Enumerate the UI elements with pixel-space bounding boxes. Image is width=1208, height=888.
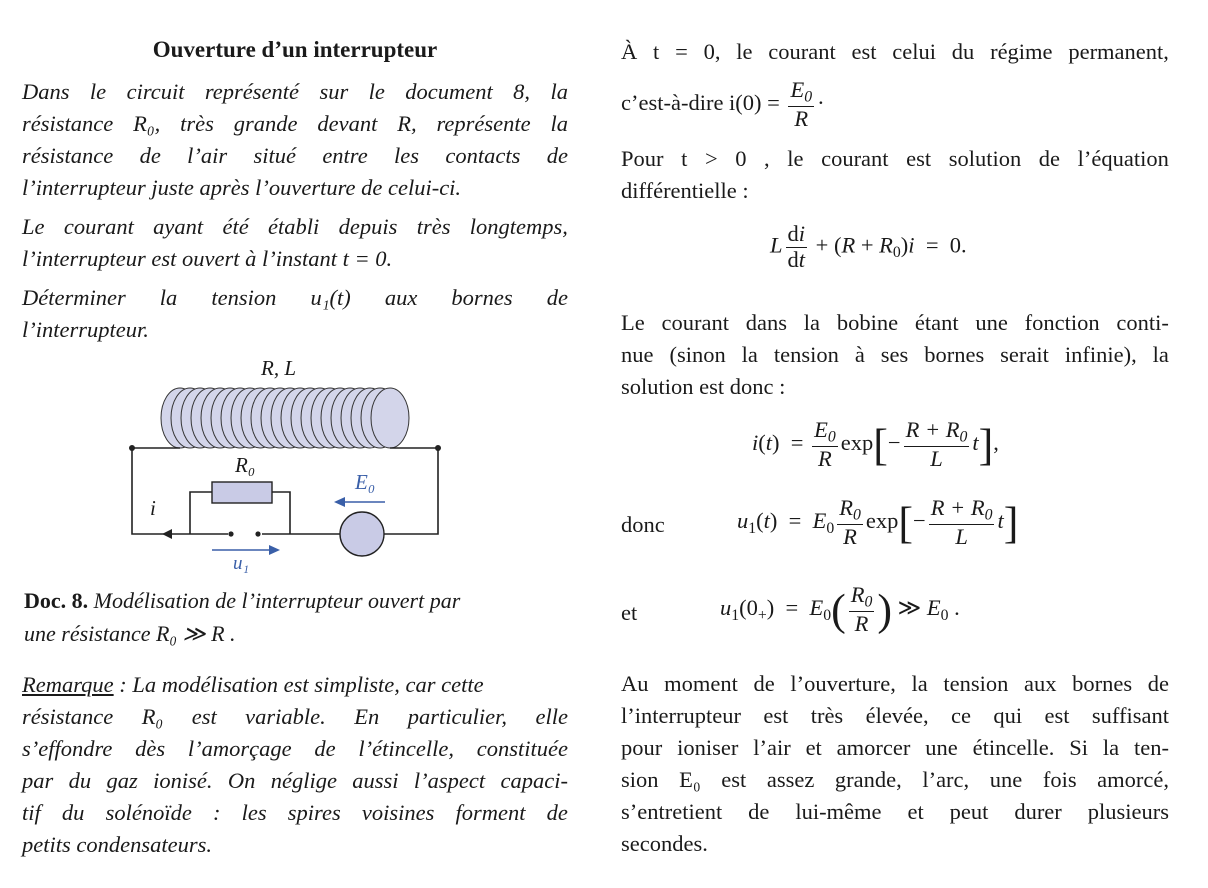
switch-contact-icon — [255, 531, 260, 536]
text-line: s’entretient de lui-même et peut durer plusieurs — [621, 799, 1169, 824]
caption-ref: Doc. 8. — [24, 588, 89, 613]
current-solution-equation: i(t) = $\frac{E_0}{R}$ exp[− $\frac{R + R_0}{L}$ t], — [752, 417, 999, 472]
text-line: petits condensateurs. — [22, 832, 212, 857]
voltage-source-icon — [340, 512, 384, 556]
text-line: Pour t > 0 , le courant est solution de l’équation — [621, 146, 1169, 171]
junction-dot — [435, 445, 441, 451]
voltage-solution-equation: $u_1(t) = E_0$ $\frac{R_0}{R}$ exp[− $\frac{R + R_0}{L}$ t] — [737, 495, 1019, 550]
text-line: l’interrupteur. — [22, 317, 149, 342]
text-line: À t = 0, le courant est celui du régime permanent, — [621, 39, 1169, 64]
text-line: pour ioniser l’air et amorcer une étincelle. Si la ten- — [621, 735, 1169, 760]
paragraph-question — [22, 282, 568, 346]
fraction: $\frac{R + R_0}{L}$ — [930, 495, 993, 550]
text-line: l’interrupteur juste après l’ouverture de celui-ci. — [22, 175, 462, 200]
resistor-label: R₀ — [235, 453, 256, 477]
text-line: Le courant dans la bobine étant une fonction conti- — [621, 310, 1169, 335]
resistor-icon — [212, 482, 272, 503]
paragraph-conclusion — [621, 668, 1169, 860]
junction-dot — [129, 445, 135, 451]
text-line: l’interrupteur est ouvert à l’instant t = 0. — [22, 246, 393, 271]
voltage-label: u₁ — [233, 553, 250, 574]
coil-label: R, L — [261, 356, 297, 380]
text-line: nue (sinon la tension à ses bornes serait infinie), la — [621, 342, 1169, 367]
text-line: secondes. — [621, 831, 708, 856]
fraction: $\frac{R + R_0}{L}$ — [905, 417, 968, 472]
circuit-wires — [132, 448, 438, 534]
text-line: sion E₀ est assez grande, l’arc, une fois amorcé, — [621, 767, 1169, 792]
fraction: $\frac{E_0}{R}$ — [790, 77, 813, 132]
section-heading: Ouverture d’un interrupteur — [152, 37, 438, 62]
remark-label: Remarque — [22, 672, 114, 697]
text-line: Le courant ayant été établi depuis très longtemps, — [22, 214, 568, 239]
paragraph-for-t — [621, 143, 1169, 207]
text-line: l’interrupteur est très élevée, ce qui est suffisant — [621, 703, 1169, 728]
coil-icon — [161, 388, 409, 448]
text-line: résistance R₀ est variable. En particulier, elle — [22, 704, 568, 729]
text-line: s’effondre dès l’amorçage de l’étincelle, constituée — [22, 736, 568, 761]
current-arrow-icon — [162, 529, 172, 539]
text-line: résistance R₀, très grande devant R, représente la — [22, 111, 568, 136]
paragraph-circuit — [22, 76, 568, 204]
label-et: et — [621, 600, 638, 625]
caption-text: une résistance R₀ ≫ R . — [24, 621, 236, 646]
text-line: Au moment de l’ouverture, la tension aux bornes de — [621, 671, 1169, 696]
text-line: solution est donc : — [621, 374, 786, 399]
label-donc: donc — [621, 512, 665, 537]
initial-current-equation: c’est-à-dire i(0) = $\frac{E_0}{R}$ · — [621, 77, 825, 132]
paragraph-solution — [621, 307, 1169, 403]
text-line: par du gaz ionisé. On néglige aussi l’aspect capaci- — [22, 768, 568, 793]
text-line: résistance de l’air situé entre les contacts de — [22, 143, 568, 168]
fraction: $\frac{R_0}{R}$ — [850, 582, 873, 637]
differential-equation: L $\frac{di}{dt}$ + $(R + R_0)i = 0$. — [770, 221, 967, 272]
fraction: $\frac{R_0}{R}$ — [839, 495, 861, 550]
current-label: i — [150, 496, 156, 520]
switch-contact-icon — [228, 531, 233, 536]
figure-caption — [24, 584, 564, 650]
text-line: : La modélisation est simpliste, car cette — [113, 672, 484, 697]
source-label: E₀ — [355, 470, 376, 494]
text-line: tif du solénoïde : les spires voisines forment de — [22, 800, 568, 825]
text-line: Déterminer la tension u₁(t) aux bornes de — [22, 285, 568, 310]
initial-voltage-equation: $u_1(0_+) = E_0$( $\frac{R_0}{R}$ ) ≫ $E_0$ . — [720, 582, 960, 637]
text-line: c’est-à-dire i(0) = — [621, 90, 780, 116]
circuit-diagram — [120, 352, 460, 587]
remark-paragraph — [22, 669, 568, 861]
right-intro-line — [621, 36, 1169, 68]
text-line: différentielle : — [621, 178, 749, 203]
fraction: $\frac{di}{dt}$ — [787, 221, 806, 272]
text-line: Dans le circuit représenté sur le document 8, la — [22, 79, 568, 104]
emf-arrow-icon — [334, 497, 385, 507]
paragraph-current — [22, 211, 568, 275]
fraction: $\frac{E_0}{R}$ — [814, 417, 836, 472]
caption-text: Modélisation de l’interrupteur ouvert par — [93, 588, 461, 613]
